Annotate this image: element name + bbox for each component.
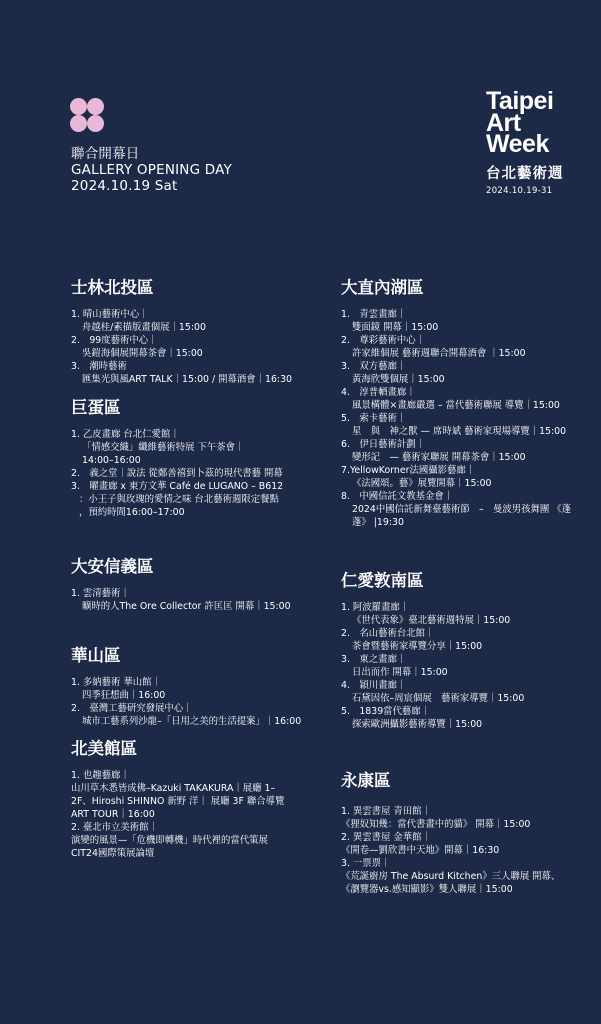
item-venue: 3. 東之畫廊｜ [341,654,407,665]
brand-dates: 2024.10.19-31 [486,185,553,196]
section-title: 大直內湖區 [341,278,424,297]
item-event: 曠時的人The Ore Collector 許匡匡 開幕｜15:00 [82,601,291,612]
item-venue: 7.YellowKorner法國攝影藝廊｜ [341,465,476,476]
item-venue: 3. 双方藝廊｜ [341,361,407,372]
wordmark-line: Week [486,130,549,158]
item-event: 城市工藝系列沙龍–「日用之美的生活提案」｜16:00 [82,716,302,727]
list-item [341,805,571,831]
section-items [341,308,581,529]
item-venue: 2. 異雲書屋 金華館｜ [341,832,431,843]
list-item [341,705,581,731]
item-event: 石黛因依–周宸個展 藝術家導覽｜15:00 [352,693,525,704]
item-venue: 3. 一票票｜ [341,858,391,869]
list-item [341,386,581,412]
item-venue: 1. 晴山藝術中心｜ [71,309,149,320]
item-event: 《狸奴知幾：當代書畫中的貓》 開幕｜15:00 [341,819,531,830]
item-event: 《荒誕廚房 The Absurd Kitchen》三人聯展 開幕、《瀏覽器vs.感知顯影》雙人聯展｜15:00 [341,871,561,895]
section-items [71,308,336,386]
list-item [71,587,336,613]
list-item [71,308,336,334]
item-venue: 2. 99度藝術中心｜ [71,335,158,346]
list-item [71,769,293,821]
item-venue: 4. 淳普輏畫廊｜ [341,387,416,398]
item-event: 「情感交織」纖維藝術特展 下午茶會｜ [82,442,245,453]
section-yongkang [341,771,571,896]
item-event: 《開卷—劉欣書中天地》開幕｜16:30 [341,845,500,856]
list-item [71,467,336,480]
section-beimei [71,739,293,860]
wordmark-line: Taipei [486,87,554,115]
list-item [71,480,336,519]
opening-day-header [71,146,232,194]
item-event: 雙面鏡 開幕｜15:00 [352,322,439,333]
item-event: 演變的風景—「危機即轉機」時代裡的當代策展 CIT24國際策展論壇 [71,835,268,859]
item-event: 茶會暨藝術家導覽分享｜15:00 [352,641,483,652]
section-renai [341,571,581,731]
wordmark-line: Art [486,108,521,137]
item-venue: 5. 1839當代藝廊｜ [341,706,431,717]
item-event: 探索歐洲攝影藝術導覽｜15:00 [352,719,483,730]
list-item [341,653,581,679]
section-items [71,428,336,519]
list-item [71,821,293,860]
section-items [341,805,571,896]
list-item [341,857,571,896]
item-event: 《世代表象》臺北藝術週特展｜15:00 [352,615,511,626]
section-title: 華山區 [71,646,121,665]
item-event: 匯集光與風ART TALK｜15:00 / 開幕酒會｜16:30 [82,374,293,385]
brand-wordmark [486,87,586,158]
list-item [341,334,581,360]
item-venue: 1. 雲清藝術｜ [71,588,130,599]
list-item [341,360,581,386]
item-venue: 6. 伊日藝術計劃｜ [341,439,425,450]
item-venue: 3. 潮時藝術 [71,361,127,372]
item-event: ：小王子與玫瑰的愛情之味 台北藝術週限定餐點 [79,494,279,505]
item-venue: 1. 乙皮畫廊 台北仁愛館｜ [71,429,180,440]
item-time: ，預約時間16:00–17:00 [79,507,185,518]
list-item [341,679,581,705]
item-event: 山川草木悉皆成佛–Kazuki TAKAKURA｜展廳 1–2F、Hiroshi SHINNO 新野 洋｜ 展廳 3F 聯合導覽 ART TOUR｜16:00 [71,783,285,820]
item-venue: 2. 名山藝術台北館｜ [341,628,435,639]
list-item [341,464,581,490]
section-title: 永康區 [341,771,391,790]
item-event: 《法國頌。藝》展覽開幕｜15:00 [352,478,492,489]
item-event: 四季狂想曲｜16:00 [82,690,166,701]
item-venue: 2. 臺北市立美術館｜ [71,822,158,833]
section-title: 仁愛敦南區 [341,571,424,590]
header-line-date: 2024.10.19 Sat [71,178,178,194]
item-event: 許家維個展 藝術週聯合開幕酒會 ｜15:00 [352,348,526,359]
section-shilin [71,278,336,386]
item-venue: 1. 異雲書屋 青田館｜ [341,806,431,817]
item-venue: 4. 穎川畫廊｜ [341,680,407,691]
item-event: 風景構體×畫廊嚴選 – 當代藝術聯展 導覽｜15:00 [352,400,560,411]
list-item [71,676,336,702]
section-items [341,601,581,731]
brand-zh: 台北藝術週 [486,165,564,182]
item-venue: 5. 索卡藝術｜ [341,413,407,424]
four-petal-logo-icon [69,97,105,133]
item-event: 舟越桂/素描版畫個展｜15:00 [82,322,206,333]
item-venue: 3. 曜畫廊 x 東方文華 Café de LUGANO – B612 [71,481,284,492]
item-event: 黃海欣雙個展｜15:00 [352,374,445,385]
list-item [71,702,336,728]
item-event: 2024中國信託新舞臺藝術節 – 曼波男孩舞團 《蓬蓬》 |19:30 [352,504,572,528]
section-items [71,587,336,613]
list-item [71,428,336,467]
item-time: 14:00–16:00 [82,455,141,466]
taipei-art-week-brand [486,87,586,196]
list-item [71,334,336,360]
section-items [71,676,336,728]
section-title: 士林北投區 [71,278,154,297]
section-title: 北美館區 [71,739,137,758]
list-item [341,627,581,653]
section-huashan [71,646,336,728]
section-judan [71,398,336,519]
item-venue: 1. 阿波羅畫廊｜ [341,602,410,613]
item-venue: 2. 臺灣工藝研究發展中心｜ [71,703,193,714]
item-event: 吳鎧海個展開幕茶會｜15:00 [82,348,203,359]
list-item [341,601,581,627]
header-line-zh: 聯合開幕日 [71,146,140,162]
item-venue: 2. 義之堂｜說法 從鄭善禧到卜茲的現代書藝 開幕 [71,468,283,479]
section-daan [71,557,336,613]
list-item [341,831,571,857]
item-venue: 2. 尊彩藝術中心｜ [341,335,425,346]
section-title: 巨蛋區 [71,398,121,417]
item-event: 日出而作 開幕｜15:00 [352,667,448,678]
list-item [341,412,581,438]
list-item [341,438,581,464]
section-dazhi [341,278,581,529]
item-event: 變形記 — 藝術家聯展 開幕茶會｜15:00 [352,452,526,463]
section-items [71,769,293,860]
item-venue: 1. 多納藝術 華山館｜ [71,677,161,688]
item-venue: 8. 中國信託文教基金會｜ [341,491,454,502]
header-line-en: GALLERY OPENING DAY [71,162,232,178]
list-item [341,308,581,334]
list-item [341,490,581,529]
item-venue: 1. 也趣藝廊｜ [71,770,130,781]
item-event: 星 與 神之獸 — 席時斌 藝術家現場導覽｜15:00 [352,426,567,437]
list-item [71,360,336,386]
section-title: 大安信義區 [71,557,154,576]
item-venue: 1. 青雲畫廊｜ [341,309,407,320]
